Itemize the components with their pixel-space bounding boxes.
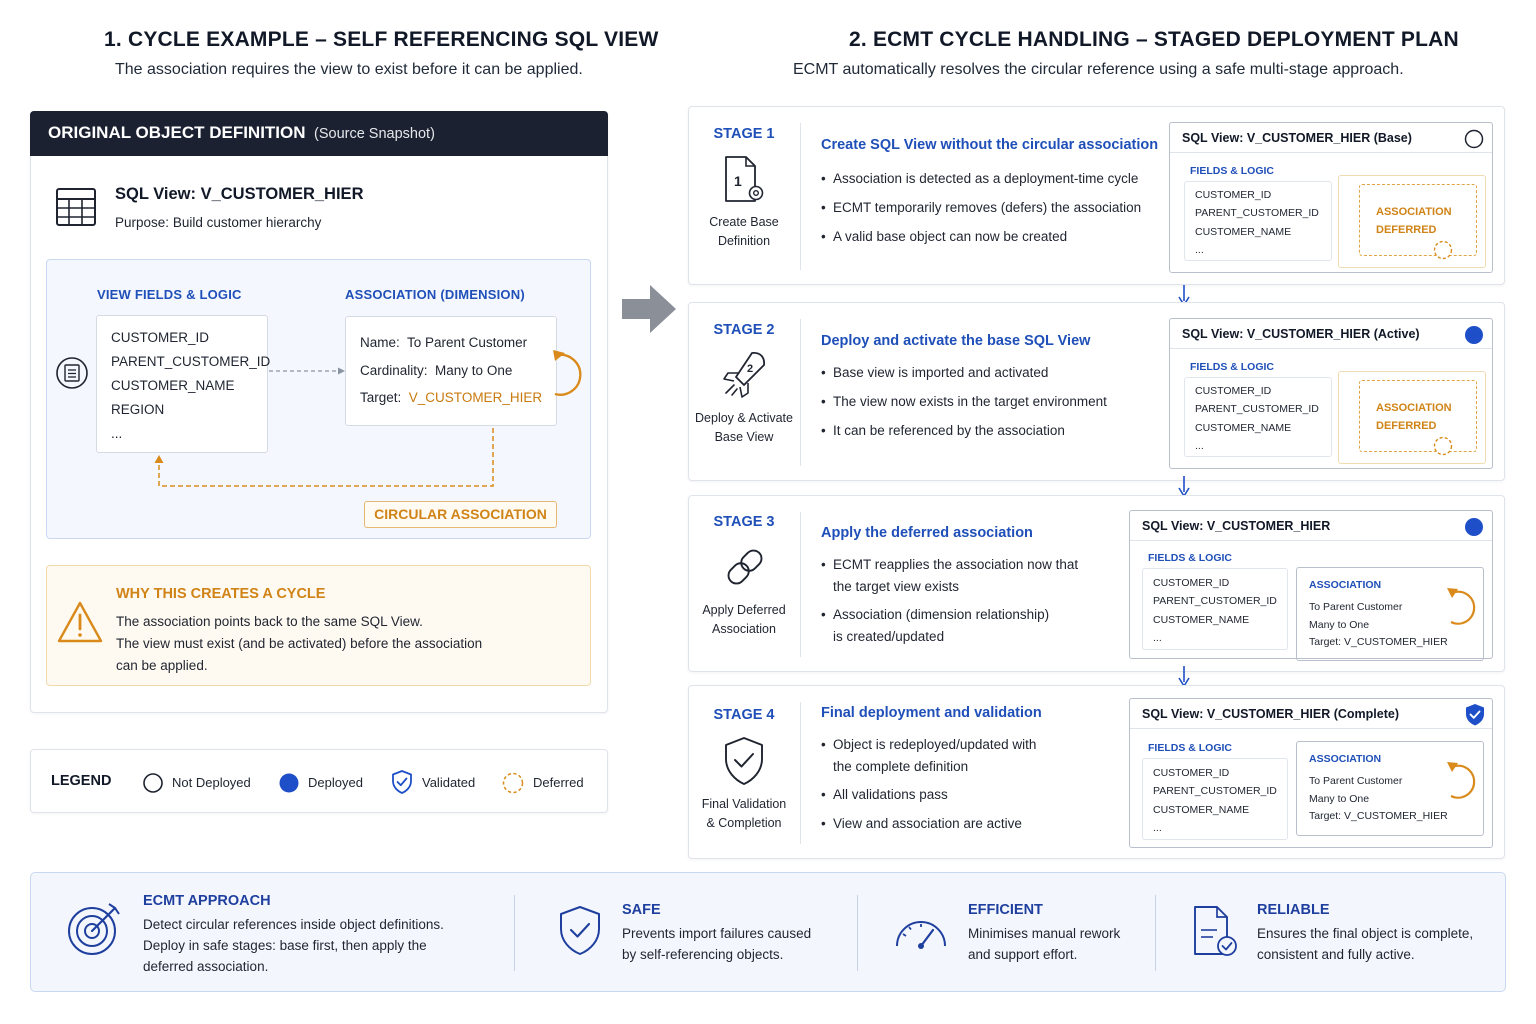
stage-1-box-title: SQL View: V_CUSTOMER_HIER (Base) bbox=[1170, 123, 1492, 153]
field-item: CUSTOMER_NAME bbox=[1195, 421, 1292, 434]
circular-return-arrowhead bbox=[155, 455, 164, 463]
not-deployed-status-icon bbox=[1464, 129, 1484, 149]
table-icon bbox=[55, 186, 97, 228]
field-item: ... bbox=[1153, 632, 1162, 645]
link-icon bbox=[721, 542, 769, 592]
stage-3-association-box: ASSOCIATION To Parent Customer Many to One Target: V_CUSTOMER_HIER bbox=[1296, 567, 1484, 661]
stage-1-bullet: • ECMT temporarily removes (defers) the association bbox=[821, 193, 1151, 222]
stage-1-card bbox=[688, 106, 1505, 285]
document-gear-icon bbox=[722, 154, 768, 206]
cycle-explanation-line: can be applied. bbox=[116, 658, 208, 673]
field-item: CUSTOMER_NAME bbox=[1195, 225, 1292, 238]
stage-2-box-title: SQL View: V_CUSTOMER_HIER (Active) bbox=[1170, 319, 1492, 349]
stage-4-association-heading: ASSOCIATION bbox=[1309, 753, 1382, 765]
field-item: PARENT_CUSTOMER_ID bbox=[1153, 785, 1277, 798]
deployed-status-icon bbox=[1464, 325, 1484, 345]
stage-2-bullet: • The view now exists in the target environment bbox=[821, 387, 1151, 416]
panel-header-title: ORIGINAL OBJECT DEFINITION bbox=[48, 123, 306, 142]
document-check-icon bbox=[1191, 904, 1241, 960]
field-item: CUSTOMER_NAME bbox=[1153, 803, 1250, 816]
safe-title: SAFE bbox=[622, 902, 661, 918]
flow-arrow-icon bbox=[620, 283, 678, 335]
stage-1-deferred-association: ASSOCIATION DEFERRED bbox=[1359, 184, 1477, 256]
left-section-subtitle: The association requires the view to exist before it can be applied. bbox=[115, 61, 583, 78]
view-field: CUSTOMER_NAME bbox=[111, 378, 235, 393]
stage-4-caption: Final Validation & Completion bbox=[701, 797, 787, 830]
not-deployed-icon bbox=[142, 772, 164, 794]
stage-1-label: STAGE 1 bbox=[713, 126, 775, 142]
view-field: REGION bbox=[111, 402, 165, 417]
field-item: CUSTOMER_ID bbox=[1153, 767, 1230, 779]
stage-3-label: STAGE 3 bbox=[713, 514, 775, 530]
legend-deployed: Deployed bbox=[308, 775, 363, 790]
warning-icon bbox=[57, 600, 103, 644]
stage-1-fields-heading: FIELDS & LOGIC bbox=[1190, 165, 1274, 177]
legend-not-deployed: Not Deployed bbox=[172, 775, 251, 790]
stage-3-bullet: • Association (dimension relationship) is created/updated bbox=[821, 604, 1121, 647]
purpose-label: Purpose: bbox=[115, 215, 170, 230]
stage-1-caption: Create Base Definition bbox=[709, 215, 779, 248]
field-item: CUSTOMER_ID bbox=[1195, 385, 1272, 397]
field-item: PARENT_CUSTOMER_ID bbox=[1195, 207, 1319, 220]
association-name: Name: To Parent Customer bbox=[360, 335, 528, 350]
field-item: CUSTOMER_ID bbox=[1195, 189, 1272, 201]
validated-status-icon bbox=[1464, 703, 1486, 727]
stage-3-box-title: SQL View: V_CUSTOMER_HIER bbox=[1130, 511, 1492, 541]
view-fields-heading: VIEW FIELDS & LOGIC bbox=[97, 287, 242, 302]
stage-2-bullet: • It can be referenced by the association bbox=[821, 416, 1151, 445]
association-loop-icon bbox=[1443, 586, 1483, 630]
approach-title: ECMT APPROACH bbox=[143, 893, 271, 909]
original-definition-panel bbox=[30, 111, 608, 713]
legend-validated: Validated bbox=[422, 775, 476, 790]
stage-2-label: STAGE 2 bbox=[713, 322, 775, 338]
deployed-status-icon bbox=[1464, 517, 1484, 537]
view-field: PARENT_CUSTOMER_ID bbox=[111, 354, 271, 369]
validated-shield-icon bbox=[390, 769, 414, 795]
object-name: SQL View: V_CUSTOMER_HIER bbox=[115, 185, 364, 203]
legend-title: LEGEND bbox=[51, 773, 112, 789]
field-item: PARENT_CUSTOMER_ID bbox=[1195, 403, 1319, 416]
left-section-title: 1. CYCLE EXAMPLE – SELF REFERENCING SQL VIEW bbox=[104, 28, 659, 51]
stage-1-bullet: • Association is detected as a deployment-time cycle bbox=[821, 164, 1151, 193]
field-item: CUSTOMER_NAME bbox=[1153, 613, 1250, 626]
stage-2-deferred-association: ASSOCIATION DEFERRED bbox=[1359, 380, 1477, 452]
stage-1-view-box bbox=[1169, 122, 1493, 273]
stage-3-fields-box bbox=[1142, 568, 1288, 650]
stage-2-view-box bbox=[1169, 318, 1493, 469]
field-item: ... bbox=[1195, 244, 1204, 257]
stage-4-fields-heading: FIELDS & LOGIC bbox=[1148, 742, 1232, 754]
stage-4-bullet: • Object is redeployed/updated with the complete definition bbox=[821, 734, 1121, 777]
stage-3-fields-heading: FIELDS & LOGIC bbox=[1148, 552, 1232, 564]
cycle-explanation-heading: WHY THIS CREATES A CYCLE bbox=[116, 586, 326, 602]
circular-association-badge: CIRCULAR ASSOCIATION bbox=[364, 501, 557, 528]
stage-3-card bbox=[688, 495, 1505, 672]
view-definition-area bbox=[46, 259, 591, 539]
stage-1-bullets bbox=[821, 164, 1151, 251]
field-item: ... bbox=[1153, 822, 1162, 835]
panel-header bbox=[30, 111, 608, 156]
stage-2-fields-box bbox=[1184, 377, 1332, 457]
stage-4-bullets bbox=[821, 734, 1121, 834]
stage-3-view-box bbox=[1129, 510, 1493, 659]
stage-2-fields-heading: FIELDS & LOGIC bbox=[1190, 361, 1274, 373]
approach-text: Detect circular references inside object definitions. Deploy in safe stages: base first, then apply the deferred association. bbox=[143, 917, 444, 974]
deployed-icon bbox=[278, 772, 300, 794]
stage-2-bullets bbox=[821, 358, 1151, 445]
stage-2-card bbox=[688, 302, 1505, 481]
stage-1-bullet: • A valid base object can now be created bbox=[821, 222, 1151, 251]
association-heading: ASSOCIATION (DIMENSION) bbox=[345, 287, 525, 302]
right-section-title: 2. ECMT CYCLE HANDLING – STAGED DEPLOYMENT PLAN bbox=[849, 28, 1459, 51]
circular-return-line bbox=[159, 428, 493, 486]
legend bbox=[30, 749, 608, 813]
reliable-title: RELIABLE bbox=[1257, 902, 1330, 918]
field-item: ... bbox=[1195, 440, 1204, 453]
stage-4-bullet: • View and association are active bbox=[821, 813, 1121, 835]
purpose-value: Build customer hierarchy bbox=[172, 215, 322, 230]
efficient-title: EFFICIENT bbox=[968, 902, 1043, 918]
safe-shield-icon bbox=[557, 904, 603, 958]
deferred-status-icon bbox=[1432, 435, 1454, 457]
stage-4-box-title: SQL View: V_CUSTOMER_HIER (Complete) bbox=[1130, 699, 1492, 729]
target-icon bbox=[65, 900, 123, 958]
stage-4-label: STAGE 4 bbox=[713, 707, 775, 723]
view-field: CUSTOMER_ID bbox=[111, 330, 210, 345]
stage-1-title: Create SQL View without the circular association bbox=[821, 137, 1159, 153]
stage-2-caption: Deploy & Activate Base View bbox=[695, 411, 793, 444]
stage-3-association-heading: ASSOCIATION bbox=[1309, 579, 1382, 591]
field-item: PARENT_CUSTOMER_ID bbox=[1153, 595, 1277, 608]
view-field: ... bbox=[111, 426, 123, 441]
right-section-subtitle: ECMT automatically resolves the circular reference using a safe multi-stage approach. bbox=[793, 61, 1404, 78]
reliable-text: Ensures the final object is complete, consistent and fully active. bbox=[1257, 926, 1474, 962]
stage-4-bullet: • All validations pass bbox=[821, 784, 1121, 806]
stage-2-title: Deploy and activate the base SQL View bbox=[821, 333, 1091, 349]
rocket-icon bbox=[720, 349, 768, 401]
field-item: CUSTOMER_ID bbox=[1153, 577, 1230, 589]
stage-3-bullet: • ECMT reapplies the association now that the target view exists bbox=[821, 554, 1121, 597]
svg-text:2: 2 bbox=[747, 363, 754, 375]
stage-3-bullets bbox=[821, 554, 1121, 647]
object-purpose bbox=[115, 215, 321, 230]
stage-3-title: Apply the deferred association bbox=[821, 525, 1033, 541]
field-to-association-arrowhead bbox=[338, 368, 345, 375]
stage-2-bullet: • Base view is imported and activated bbox=[821, 358, 1151, 387]
deferred-status-icon bbox=[1432, 239, 1454, 261]
stage-3-caption: Apply Deferred Association bbox=[702, 603, 786, 636]
efficient-text: Minimises manual rework and support effort. bbox=[968, 926, 1121, 962]
stage-4-fields-box bbox=[1142, 758, 1288, 840]
benefits-band bbox=[30, 872, 1506, 992]
stage-4-view-box bbox=[1129, 698, 1493, 848]
cycle-explanation-line: The view must exist (and be activated) before the association bbox=[116, 636, 483, 651]
stage-4-card bbox=[688, 685, 1505, 859]
association-target: Target: V_CUSTOMER_HIER bbox=[360, 390, 543, 405]
safe-text: Prevents import failures caused by self-referencing objects. bbox=[622, 926, 812, 962]
self-reference-loop bbox=[555, 355, 580, 395]
svg-text:1: 1 bbox=[734, 173, 742, 189]
stage-4-title: Final deployment and validation bbox=[821, 705, 1042, 721]
relationship-lines bbox=[47, 260, 592, 540]
shield-check-icon bbox=[722, 735, 766, 787]
cycle-explanation-box bbox=[46, 565, 591, 686]
stage-4-association-box: ASSOCIATION To Parent Customer Many to One Target: V_CUSTOMER_HIER bbox=[1296, 741, 1484, 836]
deferred-icon bbox=[501, 771, 525, 795]
panel-header-note: (Source Snapshot) bbox=[314, 126, 435, 142]
association-loop-icon bbox=[1443, 760, 1483, 804]
stage-1-fields-box bbox=[1184, 181, 1332, 261]
gauge-icon bbox=[891, 910, 951, 950]
association-cardinality: Cardinality: Many to One bbox=[360, 362, 513, 378]
legend-deferred: Deferred bbox=[533, 775, 584, 790]
cycle-explanation-line: The association points back to the same SQL View. bbox=[116, 614, 423, 629]
